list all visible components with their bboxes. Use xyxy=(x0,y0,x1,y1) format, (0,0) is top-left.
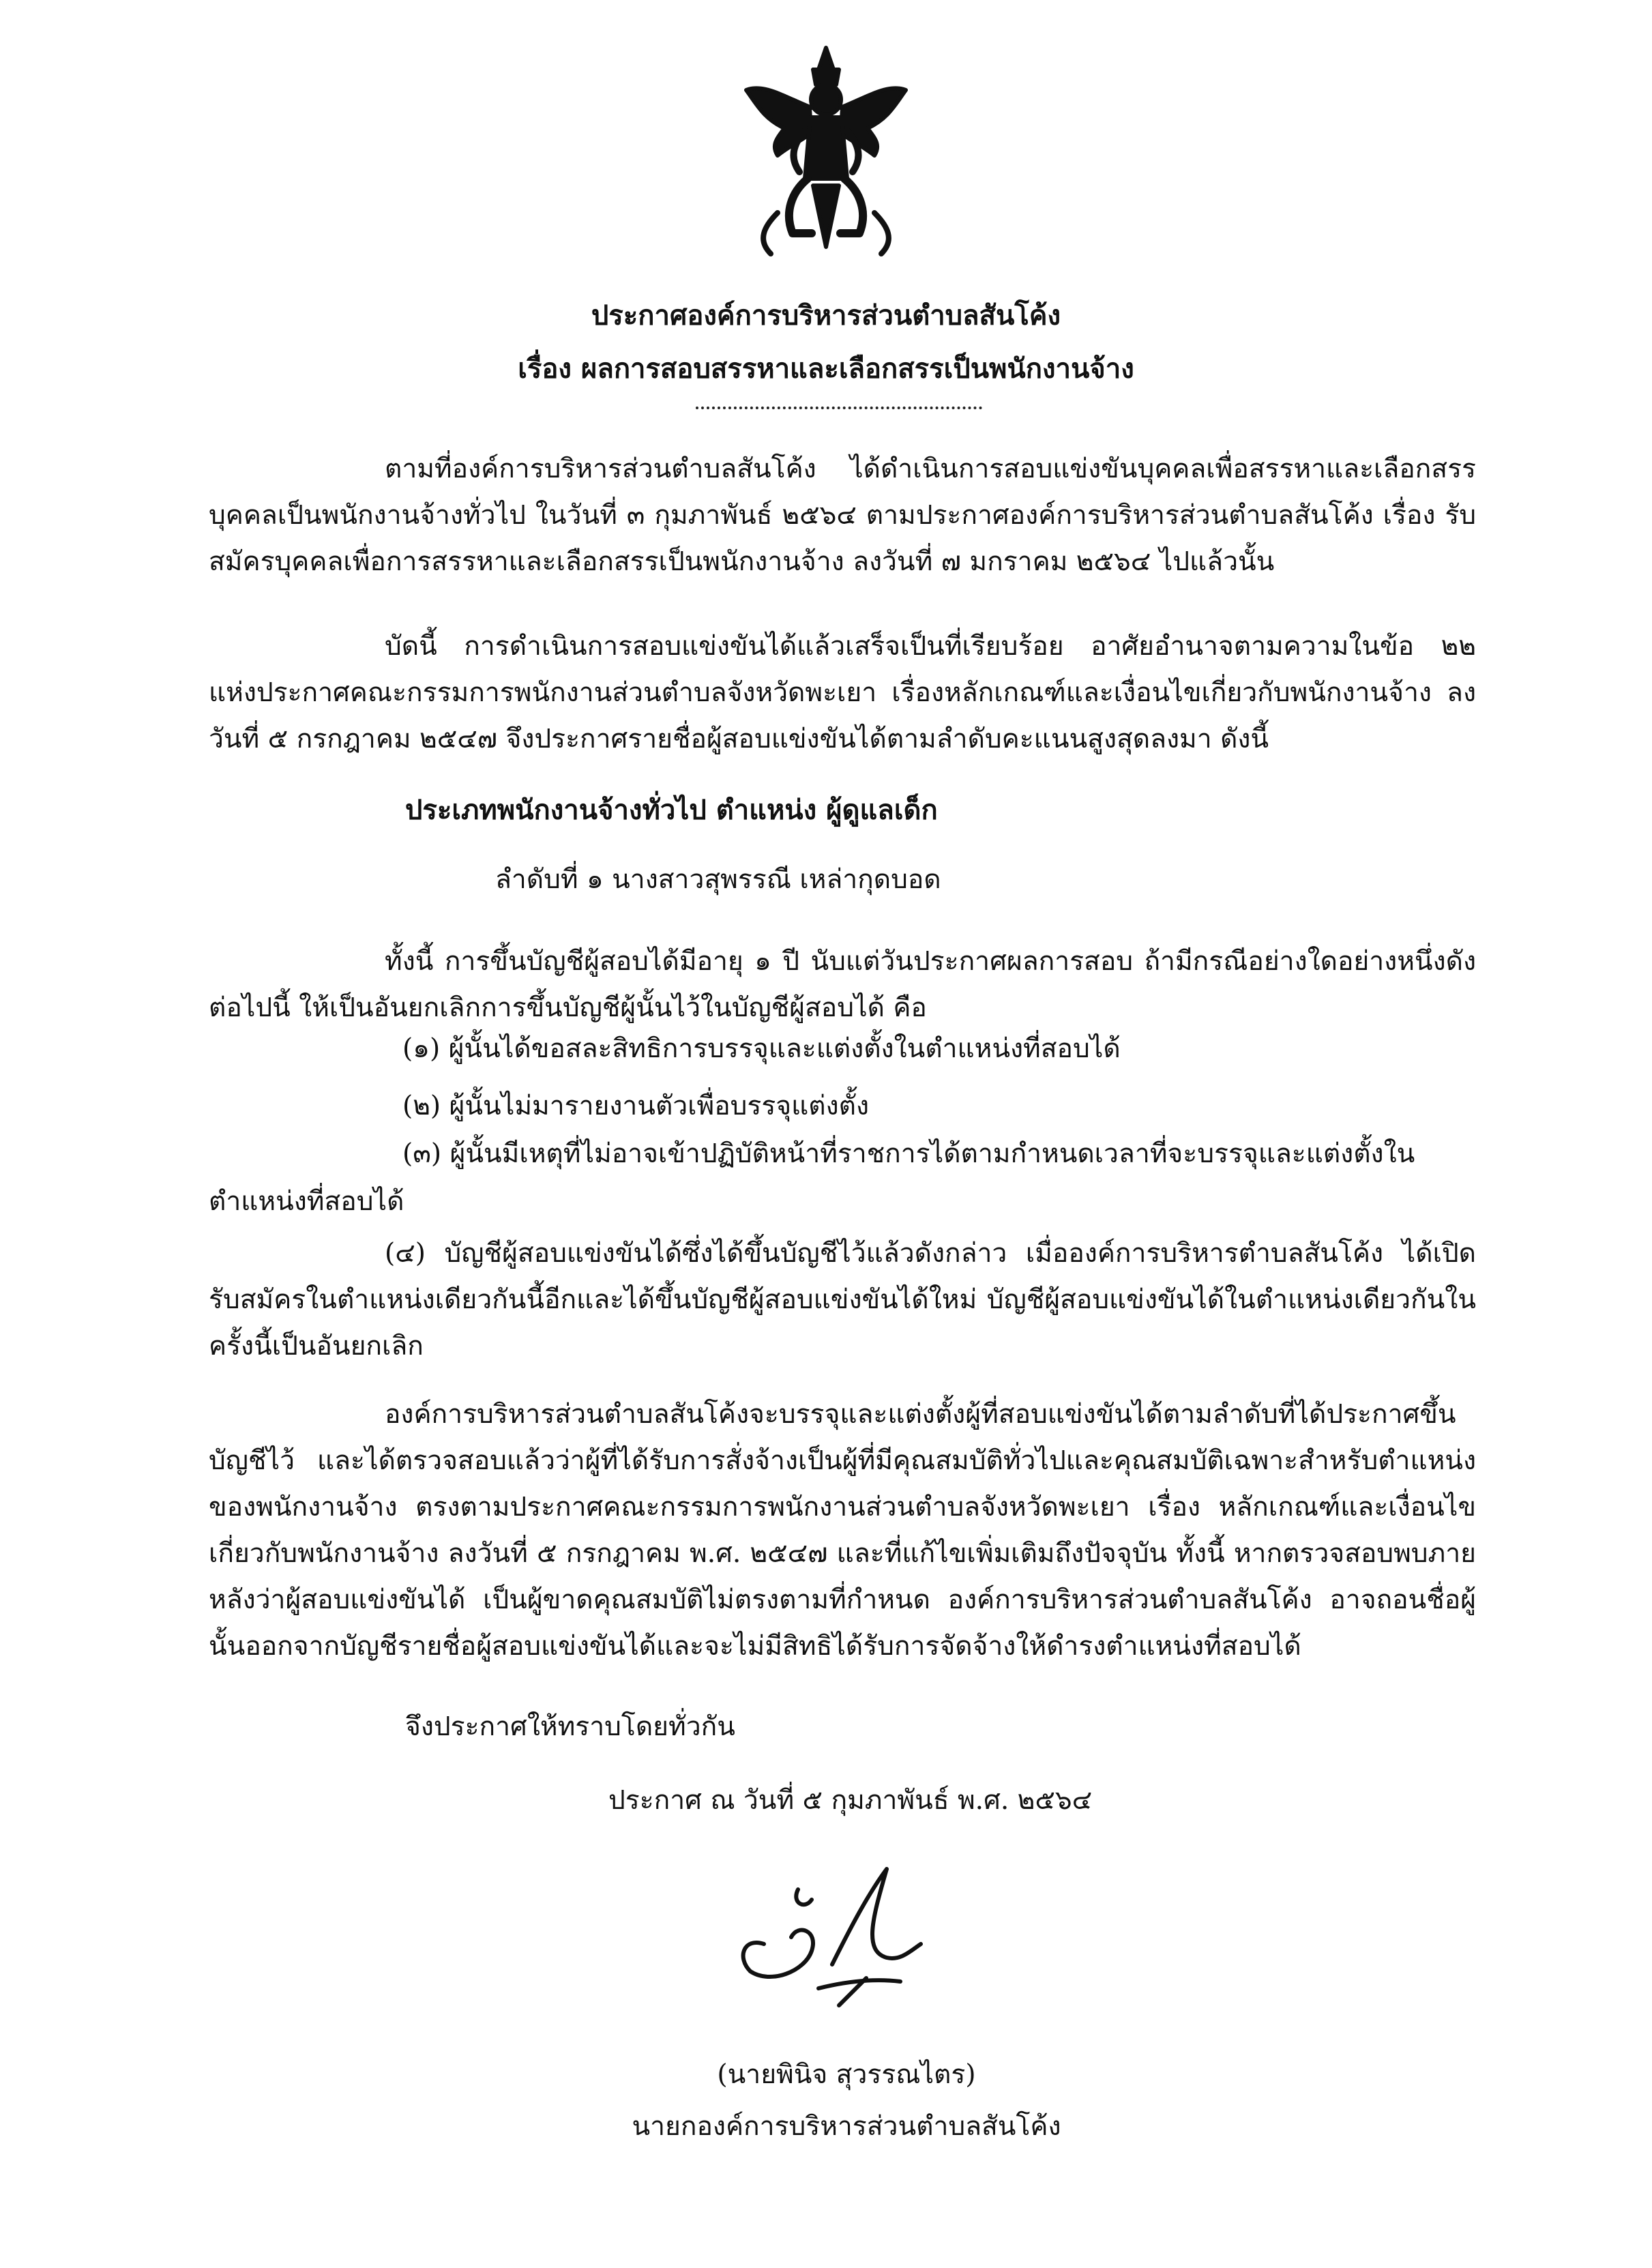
condition-item-4-text: (๔) บัญชีผู้สอบแข่งขันได้ซึ่งได้ขึ้นบัญชีไว้แล้วดังกล่าว เมื่อองค์การบริหารตำบลสันโค้ง ได้เปิดรับสมัครในตำแหน่งเดียวกันนี้อีกและได้ขึ้นบัญชีผู้สอบแข่งขันได้ใหม่ บัญชีผู้สอบแข่งขันได้ในตำแหน่งเดียวกันในครั้งนี้เป็นอันยกเลิก xyxy=(209,1238,1476,1361)
announcement-line: จึงประกาศให้ทราบโดยทั่วกัน xyxy=(405,1711,735,1742)
paragraph-4 xyxy=(209,1391,1476,1670)
position-heading: ประเภทพนักงานจ้างทั่วไป ตำแหน่ง ผู้ดูแลเด็ก xyxy=(405,794,938,826)
paragraph-2 xyxy=(209,623,1476,763)
paragraph-4-text: องค์การบริหารส่วนตำบลสันโค้งจะบรรจุและแต่งตั้งผู้ที่สอบแข่งขันได้ตามลำดับที่ได้ประกาศขึ้นบัญชีไว้ และได้ตรวจสอบแล้วว่าผู้ที่ได้รับการสั่งจ้างเป็นผู้ที่มีคุณสมบัติทั่วไปและคุณสมบัติเฉพาะสำหรับตำแหน่งของพนักงานจ้าง ตรงตามประกาศคณะกรรมการพนักงานส่วนตำบลจังหวัดพะเยา เรื่อง หลักเกณฑ์และเงื่อนไขเกี่ยวกับพนักงานจ้าง ลงวันที่ ๕ กรกฎาคม พ.ศ. ๒๕๔๗ และที่แก้ไขเพิ่มเติมถึงปัจจุบัน ทั้งนี้ หากตรวจสอบพบภายหลังว่าผู้สอบแข่งขันได้ เป็นผู้ขาดคุณสมบัติไม่ตรงตามที่กำหนด องค์การบริหารส่วนตำบลสันโค้ง อาจถอนชื่อผู้นั้นออกจากบัญชีรายชื่อผู้สอบแข่งขันได้และจะไม่มีสิทธิได้รับการจัดจ้างให้ดำรงตำแหน่งที่สอบได้ xyxy=(209,1399,1476,1662)
condition-item-4 xyxy=(209,1231,1476,1370)
paragraph-3-text: ทั้งนี้ การขึ้นบัญชีผู้สอบได้มีอายุ ๑ ปี นับแต่วันประกาศผลการสอบ ถ้ามีกรณีอย่างใดอย่างหนึ่งดังต่อไปนี้ ให้เป็นอันยกเลิกการขึ้นบัญชีผู้นั้นไว้ในบัญชีผู้สอบได้ คือ xyxy=(209,946,1476,1023)
condition-item-3-continued: ตำแหน่งที่สอบได้ xyxy=(209,1186,404,1217)
document-title: ประกาศองค์การบริหารส่วนตำบลสันโค้ง xyxy=(591,299,1061,332)
signer-name: (นายพินิจ สุวรรณไตร) xyxy=(717,2059,976,2090)
condition-item-3: (๓) ผู้นั้นมีเหตุที่ไม่อาจเข้าปฏิบัติหน้าที่ราชการได้ตามกำหนดเวลาที่จะบรรจุและแต่งตั้งใน xyxy=(402,1138,1415,1169)
announcement-date: ประกาศ ณ วันที่ ๕ กุมภาพันธ์ พ.ศ. ๒๕๖๔ xyxy=(608,1785,1093,1816)
signer-title: นายกองค์การบริหารส่วนตำบลสันโค้ง xyxy=(632,2111,1061,2142)
paragraph-1-text: ตามที่องค์การบริหารส่วนตำบลสันโค้ง ได้ดำเนินการสอบแข่งขันบุคคลเพื่อสรรหาและเลือกสรรบุคคลเป็นพนักงานจ้างทั่วไป ในวันที่ ๓ กุมภาพันธ์ ๒๕๖๔ ตามประกาศองค์การบริหารส่วนตำบลสันโค้ง เรื่อง รับสมัครบุคคลเพื่อการสรรหาและเลือกสรรเป็นพนักงานจ้าง ลงวันที่ ๗ มกราคม ๒๕๖๔ ไปแล้วนั้น xyxy=(209,454,1476,577)
paragraph-1 xyxy=(209,446,1476,585)
paragraph-3 xyxy=(209,939,1476,1031)
condition-item-1: (๑) ผู้นั้นได้ขอสละสิทธิการบรรจุและแต่งตั้งในตำแหน่งที่สอบได้ xyxy=(402,1033,1121,1064)
rank-entry: ลำดับที่ ๑ นางสาวสุพรรณี เหล่ากุดบอด xyxy=(495,864,941,895)
document-subject: เรื่อง ผลการสอบสรรหาและเลือกสรรเป็นพนักงานจ้าง xyxy=(518,353,1134,385)
garuda-emblem-icon xyxy=(737,42,915,261)
paragraph-2-text: บัดนี้ การดำเนินการสอบแข่งขันได้แล้วเสร็จเป็นที่เรียบร้อย อาศัยอำนาจตามความในข้อ ๒๒ แห่งประกาศคณะกรรมการพนักงานส่วนตำบลจังหวัดพะเยา เรื่องหลักเกณฑ์และเงื่อนไขเกี่ยวกับพนักงานจ้าง ลงวันที่ ๕ กรกฎาคม ๒๕๔๗ จึงประกาศรายชื่อผู้สอบแข่งขันได้ตามลำดับคะแนนสูงสุดลงมา ดังนี้ xyxy=(209,631,1476,754)
handwritten-signature-icon xyxy=(716,1842,962,2012)
dotted-divider xyxy=(696,407,982,409)
condition-item-2: (๒) ผู้นั้นไม่มารายงานตัวเพื่อบรรจุแต่งตั้ง xyxy=(402,1091,870,1121)
